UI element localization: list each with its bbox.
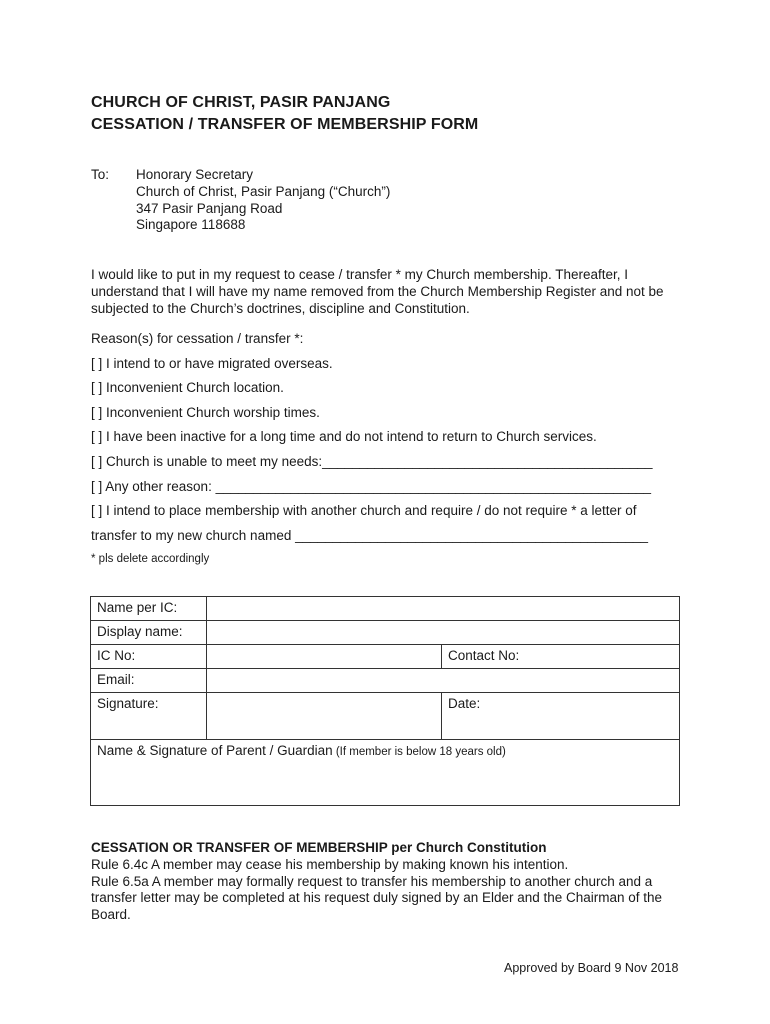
contact-label: Contact No: — [448, 648, 520, 663]
name-label: Name per IC: — [91, 597, 207, 621]
approval-footer: Approved by Board 9 Nov 2018 — [504, 961, 679, 975]
display-name-label: Display name: — [91, 621, 207, 645]
guardian-label: Name & Signature of Parent / Guardian — [97, 743, 333, 758]
reasons-section — [91, 330, 691, 551]
rule-6-5a: Rule 6.5a A member may formally request to transfer his membership to another church and a transfer letter may be completed at his request duly signed by an Elder and the Chairman of the Board. — [91, 873, 663, 923]
reason-checkbox-worship-times[interactable]: [ ] Inconvenient Church worship times. — [91, 404, 320, 420]
recipient-address — [136, 167, 390, 234]
to-label: To: — [91, 167, 110, 182]
address-line: Honorary Secretary — [136, 167, 254, 182]
reason-checkbox-needs[interactable]: [ ] Church is unable to meet my needs:____________________________________________ — [91, 453, 653, 469]
guardian-note: (If member is below 18 years old) — [332, 746, 506, 758]
intro-paragraph: I would like to put in my request to cease / transfer * my Church membership. Thereafter, I understand that I will have my name removed from the Church Membership Register and not be subjected to the Church’s doctrines, discipline and Constitution. — [91, 267, 664, 316]
display-name-field[interactable] — [207, 621, 680, 645]
email-field[interactable] — [207, 669, 680, 693]
transfer-church-line[interactable]: transfer to my new church named _______________________________________________ — [91, 527, 648, 543]
address-line: Singapore 118688 — [136, 217, 246, 233]
signature-label: Signature: — [91, 693, 207, 740]
date-field[interactable] — [442, 693, 680, 740]
rule-6-4c: Rule 6.4c A member may cease his membership by making known his intention. — [91, 856, 569, 872]
form-title: CESSATION / TRANSFER OF MEMBERSHIP FORM — [91, 116, 479, 133]
reason-checkbox-location[interactable]: [ ] Inconvenient Church location. — [91, 380, 284, 396]
signature-field[interactable] — [207, 693, 442, 740]
reason-checkbox-migrated[interactable]: [ ] I intend to or have migrated overseas. — [91, 355, 333, 371]
rules-heading: CESSATION OR TRANSFER OF MEMBERSHIP per Church Constitution — [91, 840, 547, 855]
contact-field[interactable] — [442, 645, 680, 669]
address-line: Church of Christ, Pasir Panjang (“Church”) — [136, 183, 391, 199]
ic-label: IC No: — [91, 645, 207, 669]
address-line: 347 Pasir Panjang Road — [136, 200, 283, 216]
constitution-rules — [91, 840, 691, 924]
email-label: Email: — [91, 669, 207, 693]
reasons-heading: Reason(s) for cessation / transfer *: — [91, 331, 304, 346]
reason-checkbox-transfer[interactable]: [ ] I intend to place membership with another church and require / do not require * a letter of — [91, 503, 637, 519]
ic-field[interactable] — [207, 645, 442, 669]
reason-checkbox-other[interactable]: [ ] Any other reason: __________________________________________________________ — [91, 478, 652, 494]
reason-checkbox-inactive[interactable]: [ ] I have been inactive for a long time and do not intend to return to Church services. — [91, 429, 597, 445]
date-label: Date: — [448, 696, 481, 711]
guardian-field[interactable] — [91, 740, 680, 806]
name-field[interactable] — [207, 597, 680, 621]
member-details-table — [90, 596, 680, 806]
delete-note: * pls delete accordingly — [91, 553, 210, 565]
church-name-heading: CHURCH OF CHRIST, PASIR PANJANG — [91, 94, 391, 111]
